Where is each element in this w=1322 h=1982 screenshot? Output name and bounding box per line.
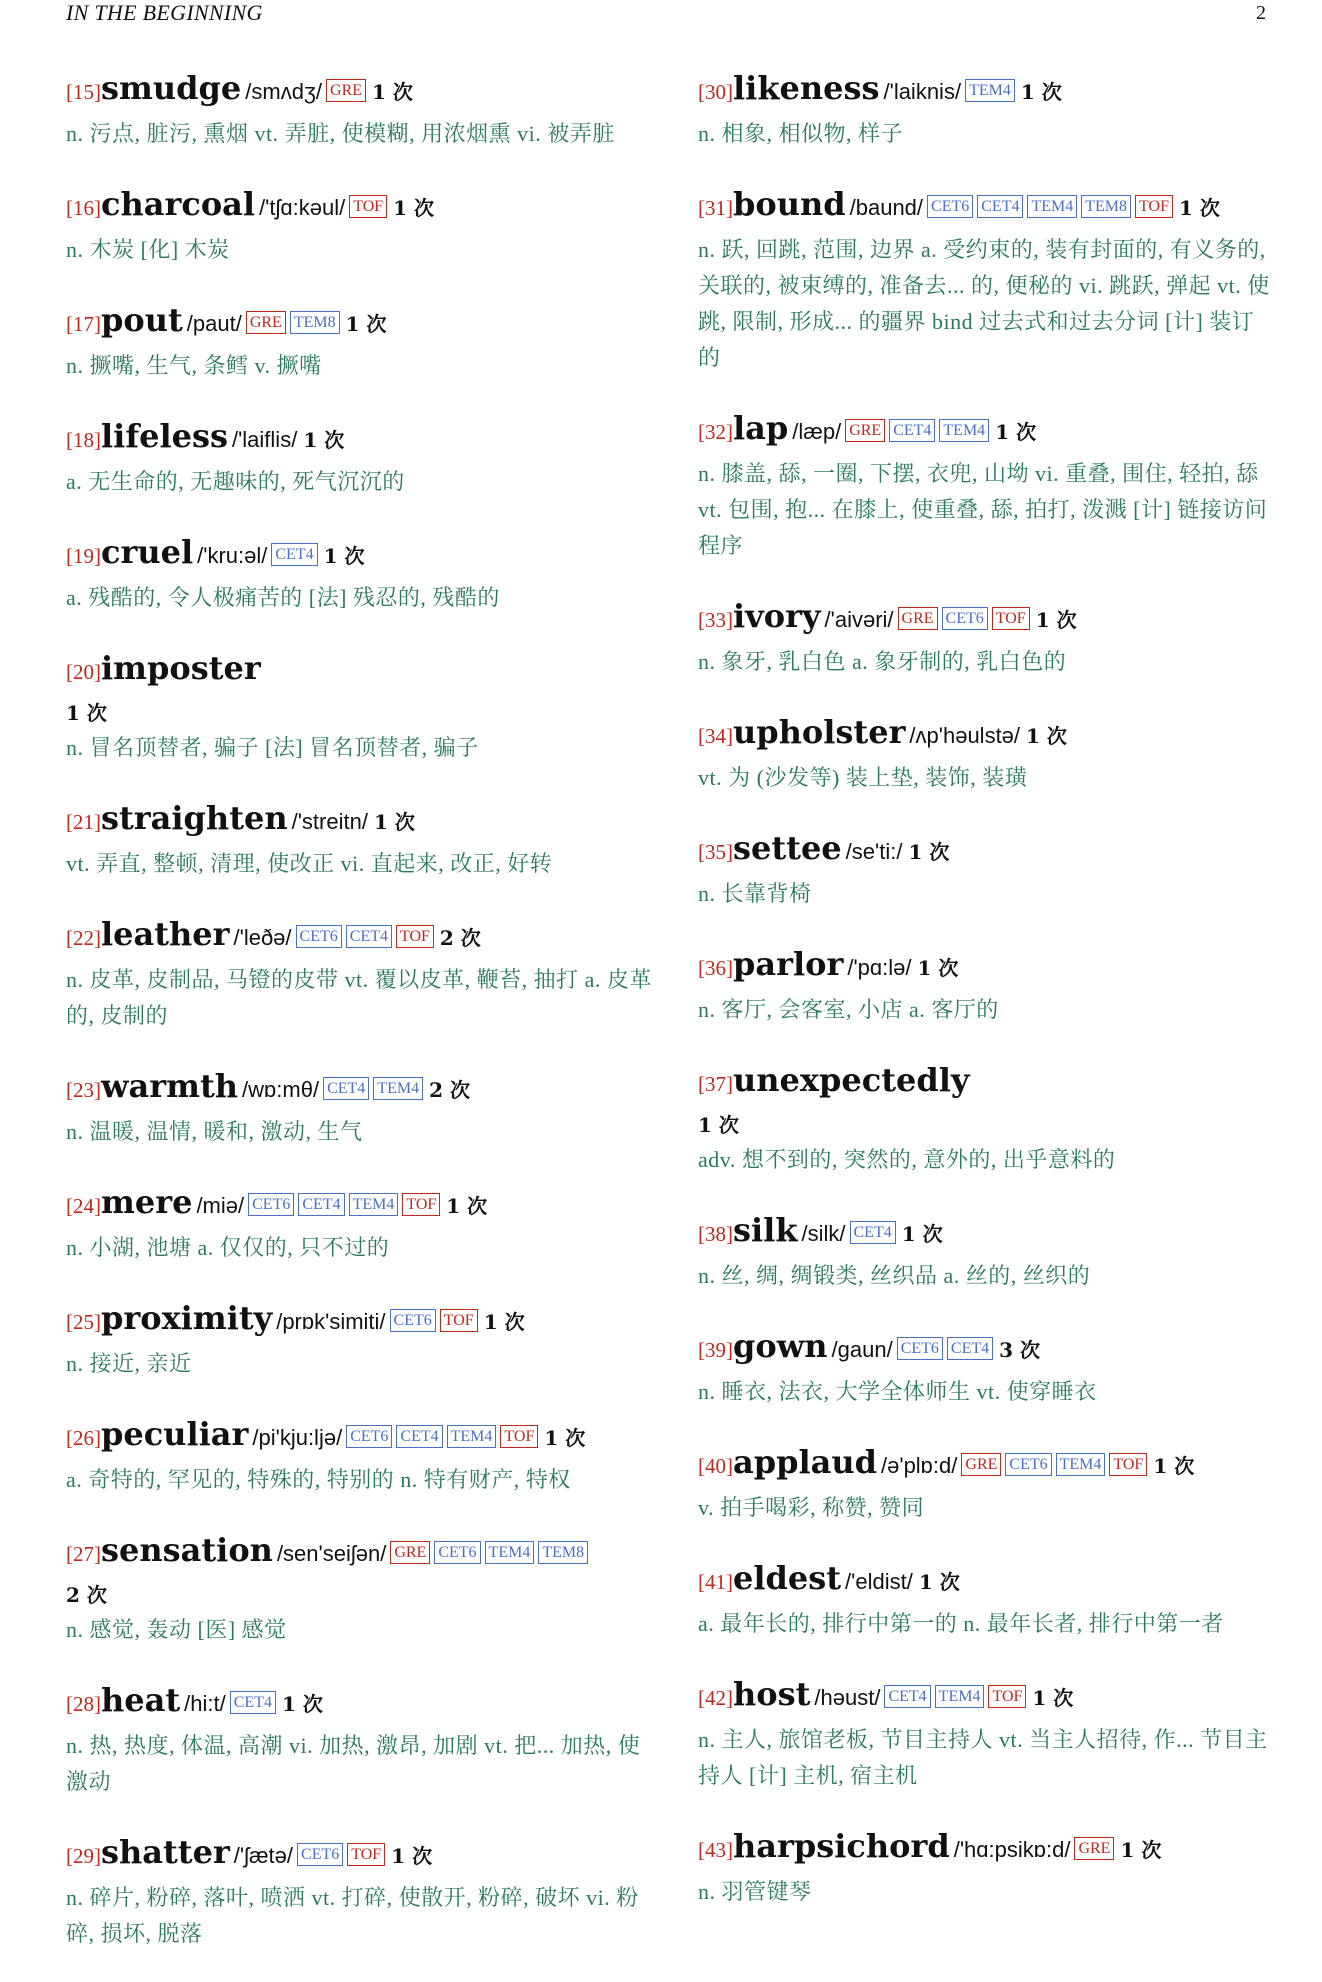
definition: n. 跃, 回跳, 范围, 边界 a. 受约束的, 装有封面的, 有义务的, 关联的, 被束缚的, 准备去... 的, 便秘的 vi. 跳跃, 弹起 vt. 使跳, 限制, 形成... 的疆界 bind 过去式和过去分词 [计] 装订的: [698, 237, 1270, 370]
frequency-count: 1 次: [1120, 1838, 1162, 1862]
phonetic: /'streitn/: [291, 809, 368, 834]
vocab-entry: [698, 594, 1276, 680]
headword: cruel: [101, 533, 194, 571]
vocab-entry: [698, 942, 1276, 1028]
entry-headline: [66, 182, 656, 232]
definition: n. 主人, 旅馆老板, 节目主持人 vt. 当主人招待, 作... 节目主持人 [计] 主机, 宿主机: [698, 1727, 1268, 1788]
definition: n. 相象, 相似物, 样子: [698, 121, 904, 146]
vocab-entry: [698, 1208, 1276, 1294]
vocab-entry: [698, 182, 1276, 376]
headword: smudge: [101, 69, 242, 107]
headword: gown: [733, 1327, 828, 1365]
definition: vt. 为 (沙发等) 装上垫, 装饰, 装璜: [698, 765, 1028, 790]
exam-tag: CET6: [297, 1843, 343, 1866]
headword: warmth: [101, 1067, 239, 1105]
exam-tag: CET4: [889, 419, 935, 442]
definition: n. 丝, 绸, 绸锻类, 丝织品 a. 丝的, 丝织的: [698, 1263, 1091, 1288]
frequency-count: 1 次: [1020, 80, 1062, 104]
entry-index: [18]: [66, 428, 101, 452]
vocab-entry: [66, 66, 656, 152]
definition: n. 象牙, 乳白色 a. 象牙制的, 乳白色的: [698, 649, 1067, 674]
frequency-count: 1 次: [391, 1844, 433, 1868]
definition: n. 皮革, 皮制品, 马镫的皮带 vt. 覆以皮革, 鞭苔, 抽打 a. 皮革的, 皮制的: [66, 967, 652, 1028]
exam-tag: CET4: [947, 1337, 993, 1360]
vocab-entry: [698, 1440, 1276, 1526]
exam-tag: GRE: [390, 1541, 430, 1564]
entry-index: [23]: [66, 1078, 101, 1102]
exam-tag: TOF: [992, 607, 1030, 630]
exam-tag: CET4: [396, 1425, 442, 1448]
vocab-entry: [66, 1528, 656, 1648]
page-number: 2: [1256, 2, 1266, 24]
headword: lap: [733, 409, 789, 447]
frequency-count: 1 次: [544, 1426, 586, 1450]
entry-index: [41]: [698, 1570, 733, 1594]
entry-index: [26]: [66, 1426, 101, 1450]
frequency-count: 1 次: [995, 420, 1037, 444]
vocab-entry: [698, 826, 1276, 912]
exam-tag: GRE: [246, 311, 286, 334]
exam-tag: TOF: [1135, 195, 1173, 218]
entry-index: [22]: [66, 926, 101, 950]
entry-headline: [698, 1556, 1276, 1606]
definition: n. 温暖, 温情, 暖和, 激动, 生气: [66, 1119, 363, 1144]
entry-index: [27]: [66, 1542, 101, 1566]
entry-index: [36]: [698, 956, 733, 980]
exam-tag: CET4: [850, 1221, 896, 1244]
definition: v. 拍手喝彩, 称赞, 赞同: [698, 1495, 925, 1520]
headword: pout: [101, 301, 183, 339]
exam-tag: TEM4: [485, 1541, 535, 1564]
exam-tag: CET6: [296, 925, 342, 948]
entry-index: [39]: [698, 1338, 733, 1362]
headword: leather: [101, 915, 230, 953]
entry-index: [35]: [698, 840, 733, 864]
entry-headline: [66, 1180, 656, 1230]
headword: proximity: [101, 1299, 273, 1337]
exam-tag: TEM4: [349, 1193, 399, 1216]
vocab-entry: [698, 406, 1276, 564]
headword: bound: [733, 185, 846, 223]
exam-tag: CET6: [1005, 1453, 1051, 1476]
headword: parlor: [733, 945, 844, 983]
frequency-count: 1 次: [281, 1692, 323, 1716]
phonetic: /wɒ:mθ/: [242, 1077, 320, 1102]
entry-headline: [66, 1528, 656, 1612]
headword: lifeless: [101, 417, 228, 455]
exam-tag: TEM4: [965, 79, 1015, 102]
phonetic: /sen'seiʃən/: [276, 1541, 387, 1566]
vocab-entry: [66, 414, 656, 500]
frequency-count: 1 次: [908, 840, 950, 864]
exam-tag: TOF: [349, 195, 387, 218]
phonetic: /'laiflis/: [231, 427, 298, 452]
vocab-entry: [66, 1412, 656, 1498]
vocab-entry: [698, 1672, 1276, 1794]
phonetic: /'tʃɑ:kəul/: [259, 195, 346, 220]
definition: adv. 想不到的, 突然的, 意外的, 出乎意料的: [698, 1147, 1116, 1172]
phonetic: /hi:t/: [184, 1691, 226, 1716]
frequency-count: 1 次: [483, 1310, 525, 1334]
entry-headline: [698, 1824, 1276, 1874]
exam-tag: CET6: [248, 1193, 294, 1216]
headword: unexpectedly: [733, 1061, 970, 1099]
headword: harpsichord: [733, 1827, 950, 1865]
definition: n. 长靠背椅: [698, 881, 812, 906]
exam-tag: GRE: [845, 419, 885, 442]
headword: peculiar: [101, 1415, 249, 1453]
exam-tag: CET6: [390, 1309, 436, 1332]
frequency-count: 1 次: [303, 428, 345, 452]
phonetic: /silk/: [801, 1221, 846, 1246]
entry-index: [42]: [698, 1686, 733, 1710]
frequency-count: 1 次: [917, 956, 959, 980]
phonetic: /'pɑ:lə/: [847, 955, 912, 980]
headword: sensation: [101, 1531, 273, 1569]
headword: straighten: [101, 799, 288, 837]
exam-tag: CET6: [897, 1337, 943, 1360]
phonetic: /'aivəri/: [824, 607, 894, 632]
frequency-count: 1 次: [323, 544, 365, 568]
vocab-entry: [66, 1678, 656, 1800]
phonetic: /smʌdʒ/: [245, 79, 323, 104]
vocab-entry: [66, 1180, 656, 1266]
exam-tag: CET4: [271, 543, 317, 566]
vocab-entry: [66, 1064, 656, 1150]
exam-tag: TOF: [347, 1843, 385, 1866]
entry-headline: [698, 1440, 1276, 1490]
vocab-entry: [66, 298, 656, 384]
definition: a. 残酷的, 令人极痛苦的 [法] 残忍的, 残酷的: [66, 585, 500, 610]
exam-tag: TEM4: [373, 1077, 423, 1100]
phonetic: /pi'kju:ljə/: [252, 1425, 343, 1450]
exam-tag: TEM8: [290, 311, 340, 334]
entry-index: [24]: [66, 1194, 101, 1218]
entry-index: [38]: [698, 1222, 733, 1246]
entry-headline: [698, 182, 1276, 232]
exam-tag: TEM4: [447, 1425, 497, 1448]
vocab-entry: [66, 530, 656, 616]
phonetic: /'ʃætə/: [233, 1843, 294, 1868]
entry-headline: [66, 1296, 656, 1346]
entry-index: [15]: [66, 80, 101, 104]
exam-tag: TEM8: [1081, 195, 1131, 218]
exam-tag: TOF: [1109, 1453, 1147, 1476]
exam-tag: TEM4: [935, 1685, 985, 1708]
phonetic: /læp/: [792, 419, 842, 444]
entry-headline: [66, 796, 656, 846]
vocab-entry: [698, 710, 1276, 796]
entry-index: [28]: [66, 1692, 101, 1716]
exam-tag: CET4: [977, 195, 1023, 218]
frequency-count: 3 次: [999, 1338, 1041, 1362]
frequency-count: 1 次: [1032, 1686, 1074, 1710]
vocab-entry: [698, 1824, 1276, 1910]
definition: n. 感觉, 轰动 [医] 感觉: [66, 1617, 287, 1642]
right-column: [698, 66, 1276, 1940]
phonetic: /'laiknis/: [883, 79, 962, 104]
entry-headline: [698, 1058, 1276, 1142]
exam-tag: CET4: [230, 1691, 276, 1714]
entry-headline: [698, 66, 1276, 116]
entry-index: [43]: [698, 1838, 733, 1862]
phonetic: /'hɑ:psikɒ:d/: [953, 1837, 1071, 1862]
phonetic: /miə/: [196, 1193, 245, 1218]
exam-tag: CET6: [942, 607, 988, 630]
vocab-entry: [698, 66, 1276, 152]
headword: charcoal: [101, 185, 256, 223]
vocab-entry: [66, 796, 656, 882]
frequency-count: 1 次: [66, 701, 107, 725]
entry-index: [34]: [698, 724, 733, 748]
entry-index: [32]: [698, 420, 733, 444]
headword: shatter: [101, 1833, 230, 1871]
definition: n. 小湖, 池塘 a. 仅仅的, 只不过的: [66, 1235, 390, 1260]
entry-index: [20]: [66, 660, 101, 684]
entry-index: [25]: [66, 1310, 101, 1334]
definition: n. 撅嘴, 生气, 条鳕 v. 撅嘴: [66, 353, 322, 378]
definition: n. 羽管键琴: [698, 1879, 812, 1904]
headword: silk: [733, 1211, 798, 1249]
headword: heat: [101, 1681, 181, 1719]
exam-tag: TEM8: [538, 1541, 588, 1564]
exam-tag: CET4: [323, 1077, 369, 1100]
frequency-count: 1 次: [372, 80, 413, 104]
exam-tag: TOF: [396, 925, 434, 948]
entry-headline: [66, 1830, 656, 1880]
entry-index: [29]: [66, 1844, 101, 1868]
definition: vt. 弄直, 整顿, 清理, 使改正 vi. 直起来, 改正, 好转: [66, 851, 553, 876]
frequency-count: 1 次: [345, 312, 387, 336]
entry-headline: [698, 710, 1276, 760]
exam-tag: CET4: [346, 925, 392, 948]
headword: ivory: [733, 597, 821, 635]
exam-tag: CET4: [298, 1193, 344, 1216]
headword: host: [733, 1675, 811, 1713]
entry-headline: [698, 406, 1276, 456]
definition: a. 奇特的, 罕见的, 特殊的, 特别的 n. 特有财产, 特权: [66, 1467, 571, 1492]
frequency-count: 1 次: [1153, 1454, 1195, 1478]
phonetic: /paut/: [186, 311, 242, 336]
headword: imposter: [101, 649, 261, 687]
running-head: IN THE BEGINNING: [66, 0, 263, 25]
entry-headline: [66, 414, 656, 464]
exam-tag: TOF: [500, 1425, 538, 1448]
frequency-count: 1 次: [1035, 608, 1077, 632]
vocab-entry: [66, 912, 656, 1034]
phonetic: /həust/: [814, 1685, 881, 1710]
frequency-count: 1 次: [373, 810, 415, 834]
exam-tag: GRE: [961, 1453, 1001, 1476]
exam-tag: TEM4: [1027, 195, 1077, 218]
vocab-entry: [698, 1324, 1276, 1410]
frequency-count: 1 次: [446, 1194, 488, 1218]
headword: upholster: [733, 713, 906, 751]
headword: settee: [733, 829, 842, 867]
entry-index: [31]: [698, 196, 733, 220]
exam-tag: TOF: [402, 1193, 440, 1216]
definition: n. 客厅, 会客室, 小店 a. 客厅的: [698, 997, 999, 1022]
phonetic: /baund/: [849, 195, 924, 220]
phonetic: /gaun/: [831, 1337, 893, 1362]
headword: mere: [101, 1183, 193, 1221]
exam-tag: CET6: [434, 1541, 480, 1564]
vocab-entry: [66, 646, 656, 766]
frequency-count: 1 次: [1026, 724, 1067, 748]
entry-headline: [698, 594, 1276, 644]
frequency-count: 1 次: [393, 196, 435, 220]
entry-headline: [698, 826, 1276, 876]
entry-headline: [698, 1324, 1276, 1374]
entry-index: [16]: [66, 196, 101, 220]
entry-headline: [698, 1208, 1276, 1258]
definition: n. 木炭 [化] 木炭: [66, 237, 230, 262]
entry-headline: [66, 1064, 656, 1114]
exam-tag: CET4: [884, 1685, 930, 1708]
frequency-count: 2 次: [439, 926, 481, 950]
frequency-count: 1 次: [901, 1222, 943, 1246]
entry-index: [19]: [66, 544, 101, 568]
entry-index: [37]: [698, 1072, 733, 1096]
phonetic: /'leðə/: [233, 925, 292, 950]
exam-tag: GRE: [326, 79, 366, 102]
entry-headline: [698, 1672, 1276, 1722]
phonetic: /ʌp'həulstə/: [909, 723, 1021, 748]
exam-tag: TEM4: [939, 419, 989, 442]
frequency-count: 1 次: [918, 1570, 960, 1594]
phonetic: /'kru:əl/: [197, 543, 268, 568]
left-column: [66, 66, 656, 1982]
definition: n. 污点, 脏污, 熏烟 vt. 弄脏, 使模糊, 用浓烟熏 vi. 被弄脏: [66, 121, 615, 146]
definition: n. 睡衣, 法衣, 大学全体师生 vt. 使穿睡衣: [698, 1379, 1097, 1404]
exam-tag: TOF: [988, 1685, 1026, 1708]
exam-tag: GRE: [1074, 1837, 1114, 1860]
frequency-count: 2 次: [429, 1078, 470, 1102]
definition: n. 碎片, 粉碎, 落叶, 喷洒 vt. 打碎, 使散开, 粉碎, 破坏 vi. 粉碎, 损坏, 脱落: [66, 1885, 639, 1946]
entry-index: [30]: [698, 80, 733, 104]
entry-index: [40]: [698, 1454, 733, 1478]
phonetic: /se'ti:/: [845, 839, 903, 864]
headword: likeness: [733, 69, 880, 107]
frequency-count: 2 次: [66, 1583, 107, 1607]
entry-headline: [66, 298, 656, 348]
definition: n. 接近, 亲近: [66, 1351, 192, 1376]
definition: n. 冒名顶替者, 骗子 [法] 冒名顶替者, 骗子: [66, 735, 479, 760]
exam-tag: GRE: [898, 607, 938, 630]
exam-tag: TEM4: [1056, 1453, 1106, 1476]
headword: eldest: [733, 1559, 842, 1597]
exam-tag: CET6: [346, 1425, 392, 1448]
frequency-count: 1 次: [698, 1113, 739, 1137]
definition: n. 膝盖, 舔, 一圈, 下摆, 衣兜, 山坳 vi. 重叠, 围住, 轻拍, 舔 vt. 包围, 抱... 在膝上, 使重叠, 舔, 拍打, 泼溅 [计] 链接访问程序: [698, 461, 1268, 558]
phonetic: /ə'plɒ:d/: [881, 1453, 958, 1478]
vocab-entry: [698, 1058, 1276, 1178]
entry-index: [17]: [66, 312, 101, 336]
entry-headline: [698, 942, 1276, 992]
entry-headline: [66, 912, 656, 962]
phonetic: /'eldist/: [845, 1569, 913, 1594]
frequency-count: 1 次: [1178, 196, 1220, 220]
entry-headline: [66, 1678, 656, 1728]
entry-index: [21]: [66, 810, 101, 834]
entry-headline: [66, 1412, 656, 1462]
vocab-entry: [66, 1830, 656, 1952]
vocab-entry: [66, 182, 656, 268]
vocab-entry: [66, 1296, 656, 1382]
entry-headline: [66, 66, 656, 116]
phonetic: /prɒk'simiti/: [276, 1309, 386, 1334]
definition: a. 最年长的, 排行中第一的 n. 最年长者, 排行中第一者: [698, 1611, 1224, 1636]
exam-tag: CET6: [927, 195, 973, 218]
exam-tag: TOF: [440, 1309, 478, 1332]
entry-index: [33]: [698, 608, 733, 632]
entry-headline: [66, 646, 656, 730]
vocab-entry: [698, 1556, 1276, 1642]
entry-headline: [66, 530, 656, 580]
headword: applaud: [733, 1443, 878, 1481]
definition: a. 无生命的, 无趣味的, 死气沉沉的: [66, 469, 405, 494]
definition: n. 热, 热度, 体温, 高潮 vi. 加热, 激昂, 加剧 vt. 把... 加热, 使激动: [66, 1733, 641, 1794]
